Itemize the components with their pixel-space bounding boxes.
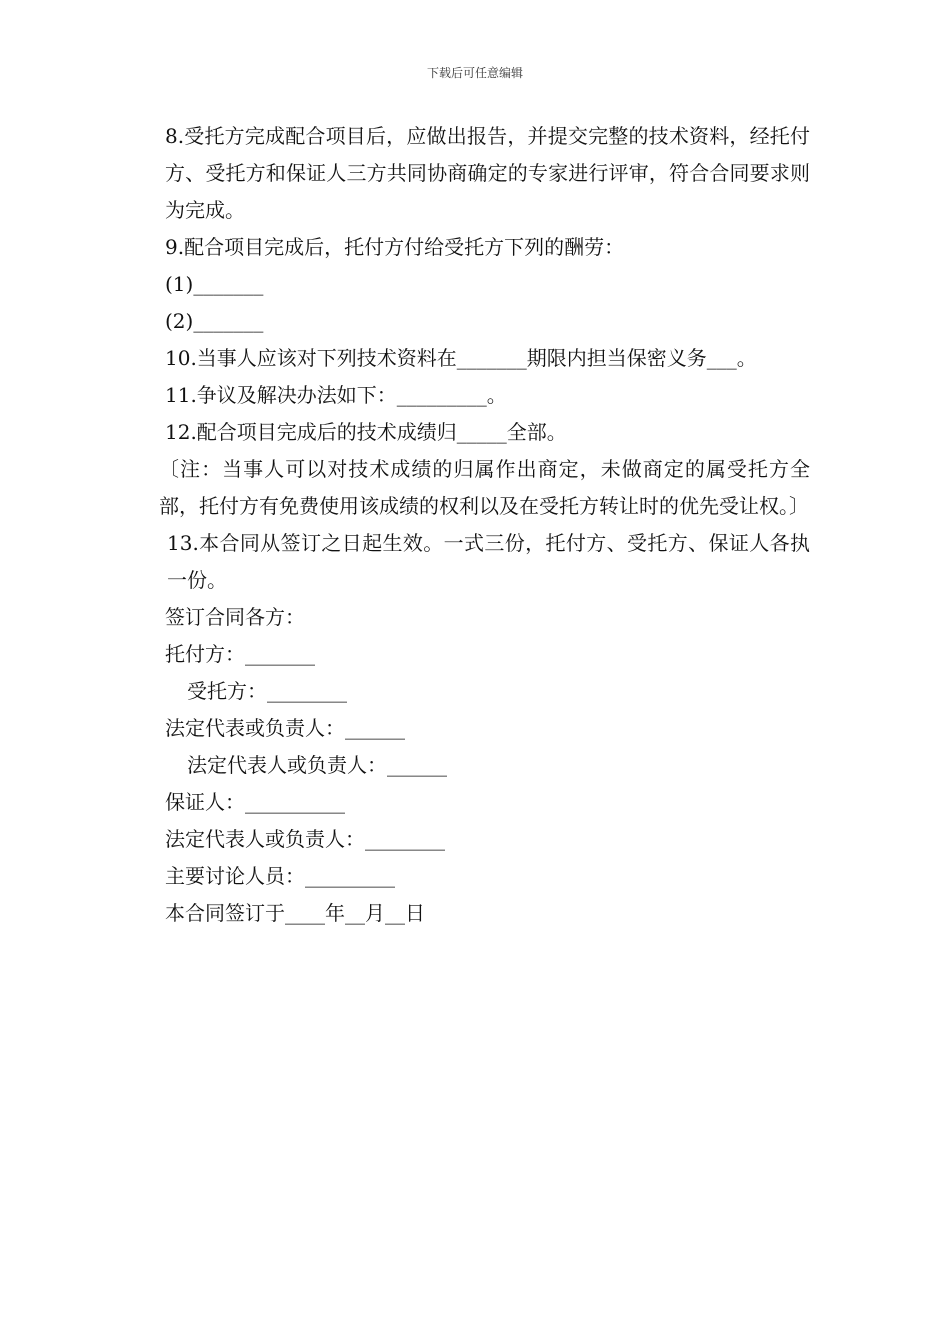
- clause-8: 8.受托方完成配合项目后，应做出报告，并提交完整的技术资料，经托付方、受托方和保证人三方共同协商确定的专家进行评审，符合合同要求则为完成。: [165, 124, 810, 222]
- clause-12: 12.配合项目完成后的技术成绩归_____全部。: [165, 420, 567, 444]
- clause-9: 9.配合项目完成后，托付方付给受托方下列的酬劳：: [165, 235, 625, 259]
- clause-13: 13.本合同从签订之日起生效。一式三份，托付方、受托方、保证人各执一份。: [167, 531, 810, 592]
- contract-body: [145, 118, 810, 932]
- contractor-line: 受托方：________: [187, 679, 347, 703]
- client-representative-line: 法定代表或负责人：______: [165, 716, 405, 740]
- discussants-line: 主要讨论人员：_________: [165, 864, 395, 888]
- clause-9-item-1: (1)_______: [165, 272, 264, 296]
- signing-date-line: 本合同签订于____年__月__日: [165, 901, 425, 925]
- clause-12-note: 〔注：当事人可以对技术成绩的归属作出商定，未做商定的属受托方全部，托付方有免费使用该成绩的权利以及在受托方转让时的优先受让权。〕: [159, 457, 810, 518]
- clause-11: 11.争议及解决办法如下：_________。: [165, 383, 507, 407]
- guarantor-representative-line: 法定代表人或负责人：________: [165, 827, 445, 851]
- clause-10: 10.当事人应该对下列技术资料在_______期限内担当保密义务___。: [165, 346, 757, 370]
- page-header: 下载后可任意编辑: [426, 66, 523, 80]
- guarantor-line: 保证人：__________: [165, 790, 345, 814]
- clause-9-item-2: (2)_______: [165, 309, 264, 333]
- parties-heading: 签订合同各方：: [165, 605, 305, 629]
- contractor-representative-line: 法定代表人或负责人：______: [187, 753, 447, 777]
- client-line: 托付方：_______: [165, 642, 315, 666]
